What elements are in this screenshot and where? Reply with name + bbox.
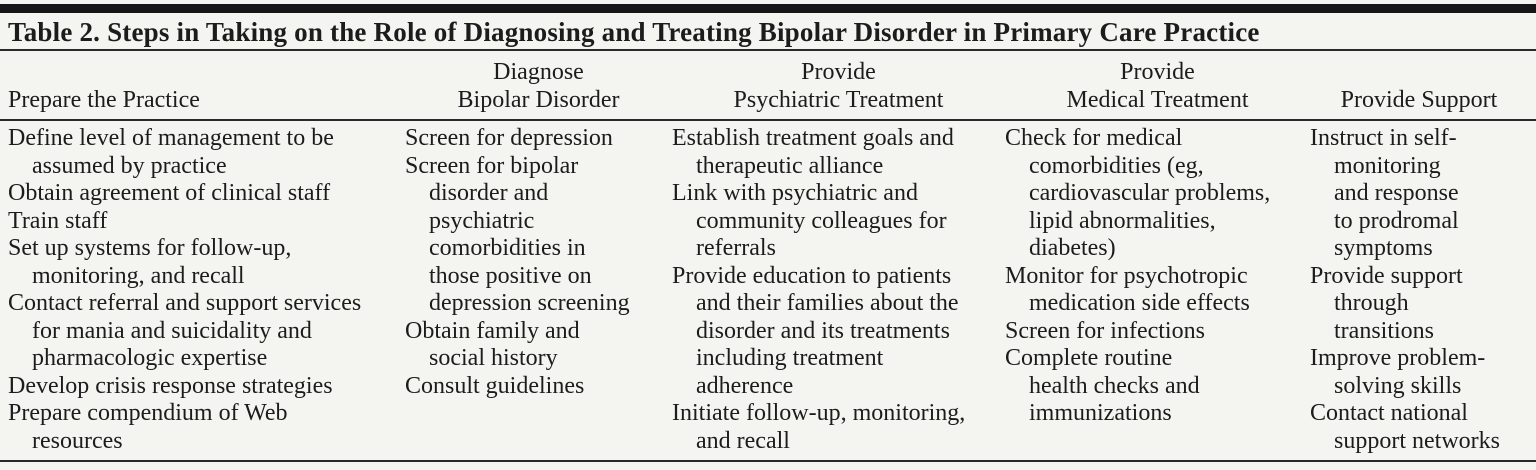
table-item (1005, 125, 1310, 263)
item-first-line: Complete routine (1005, 345, 1173, 371)
item-first-line: Consult guidelines (405, 372, 585, 399)
table-title: Table 2. Steps in Taking on the Role of Diagnosing and Treating Bipolar Disorder in Primary Care Practice (8, 17, 1260, 47)
item-first-line: Provide education to patients (672, 262, 952, 289)
column-header-line: Prepare the Practice (8, 87, 200, 113)
column-header-provide-medical-treatment (1005, 58, 1310, 116)
item-continuation-line: monitoring, and recall (32, 262, 245, 289)
item-continuation-line: to prodromal (1334, 207, 1459, 234)
column-header-diagnose-bipolar-disorder (405, 58, 672, 116)
item-first-line: Check for medical (1005, 125, 1183, 151)
item-continuation-line: referrals (696, 235, 776, 261)
item-first-line: Provide support (1310, 262, 1463, 289)
item-first-line: Contact referral and support services (8, 290, 362, 316)
item-first-line: Define level of management to be (8, 125, 334, 151)
column-header-line: Provide (801, 59, 876, 85)
item-first-line: Train staff (8, 207, 108, 234)
item-first-line: Screen for depression (405, 125, 613, 151)
item-first-line: Link with psychiatric and (672, 180, 918, 206)
column-header-line: Medical Treatment (1066, 87, 1249, 113)
table-item (8, 290, 405, 373)
column-body-prepare-the-practice (8, 125, 405, 455)
table-item (1005, 263, 1310, 318)
column-header-provide-psychiatric-treatment (672, 58, 1005, 116)
item-continuation-line: immunizations (1029, 400, 1172, 426)
item-continuation-line: resources (32, 427, 123, 454)
table-item (672, 263, 1005, 401)
item-continuation-line: cardiovascular problems, (1029, 180, 1271, 206)
item-continuation-line: and their families about the (696, 290, 959, 316)
item-continuation-line: those positive on (429, 262, 592, 289)
item-continuation-line: comorbidities (eg, (1029, 152, 1204, 179)
item-first-line: Set up systems for follow-up, (8, 235, 292, 261)
item-continuation-line: social history (429, 345, 558, 371)
item-continuation-line: through (1334, 290, 1409, 316)
item-continuation-line: lipid abnormalities, (1029, 207, 1216, 234)
item-continuation-line: community colleagues for (696, 207, 947, 234)
item-first-line: Initiate follow-up, monitoring, (672, 400, 966, 426)
item-continuation-line: diabetes) (1029, 235, 1116, 261)
item-continuation-line: depression screening (429, 290, 630, 316)
table-item (8, 180, 405, 208)
item-continuation-line: and response (1334, 180, 1459, 206)
item-first-line: Obtain agreement of clinical staff (8, 180, 331, 206)
table-top-bar (0, 4, 1536, 13)
column-header-line: Bipolar Disorder (457, 87, 620, 113)
column-body-provide-support (1310, 125, 1528, 455)
item-first-line: Screen for infections (1005, 317, 1205, 344)
item-continuation-line: comorbidities in (429, 235, 586, 261)
table-item (672, 400, 1005, 455)
item-first-line: Improve problem- (1310, 345, 1486, 371)
table-item (8, 125, 405, 180)
table-item (1005, 345, 1310, 428)
item-continuation-line: solving skills (1334, 372, 1462, 399)
column-header-line: Provide (1120, 59, 1195, 85)
item-continuation-line: disorder and (429, 180, 549, 206)
item-continuation-line: symptoms (1334, 235, 1433, 261)
item-first-line: Contact national (1310, 400, 1468, 426)
table-header-row (0, 52, 1536, 116)
table-item (405, 153, 672, 318)
table-item (672, 180, 1005, 263)
column-body-provide-medical-treatment (1005, 125, 1310, 455)
column-body-diagnose-bipolar-disorder (405, 125, 672, 455)
table-item (8, 400, 405, 455)
item-continuation-line: disorder and its treatments (696, 317, 950, 344)
table-item (672, 125, 1005, 180)
table-body-row (0, 125, 1536, 455)
table-item (1310, 345, 1528, 400)
item-continuation-line: support networks (1334, 427, 1500, 454)
item-first-line: Screen for bipolar (405, 152, 579, 179)
table-item (1005, 318, 1310, 346)
table-item (405, 318, 672, 373)
item-continuation-line: for mania and suicidality and (32, 317, 312, 344)
table-item (8, 373, 405, 401)
column-header-line: Provide Support (1340, 87, 1498, 113)
table-item (1310, 263, 1528, 346)
item-first-line: Establish treatment goals and (672, 125, 954, 151)
item-continuation-line: transitions (1334, 317, 1434, 344)
item-first-line: Monitor for psychotropic (1005, 262, 1248, 289)
column-header-provide-support (1310, 86, 1528, 116)
item-continuation-line: and recall (696, 427, 790, 454)
item-continuation-line: adherence (696, 372, 794, 399)
table-item (8, 235, 405, 290)
item-continuation-line: medication side effects (1029, 290, 1250, 316)
item-continuation-line: monitoring (1334, 152, 1441, 179)
item-first-line: Instruct in self- (1310, 125, 1457, 151)
item-continuation-line: including treatment (696, 345, 884, 371)
item-continuation-line: psychiatric (429, 207, 535, 234)
column-header-line: Psychiatric Treatment (733, 87, 944, 113)
rule-under-title (0, 49, 1536, 51)
item-first-line: Obtain family and (405, 317, 580, 344)
rule-under-headers (0, 119, 1536, 121)
column-header-line: Diagnose (493, 59, 584, 85)
item-continuation-line: therapeutic alliance (696, 152, 884, 179)
column-body-provide-psychiatric-treatment (672, 125, 1005, 455)
item-first-line: Prepare compendium of Web (8, 400, 288, 426)
table-item (8, 208, 405, 236)
table-item (405, 373, 672, 401)
rule-bottom (0, 460, 1536, 462)
item-continuation-line: assumed by practice (32, 152, 227, 179)
table-item (1310, 125, 1528, 263)
item-continuation-line: health checks and (1029, 372, 1200, 399)
item-continuation-line: pharmacologic expertise (32, 345, 268, 371)
table-item (405, 125, 672, 153)
item-first-line: Develop crisis response strategies (8, 372, 333, 399)
table-item (1310, 400, 1528, 455)
column-header-prepare-the-practice (8, 86, 405, 116)
